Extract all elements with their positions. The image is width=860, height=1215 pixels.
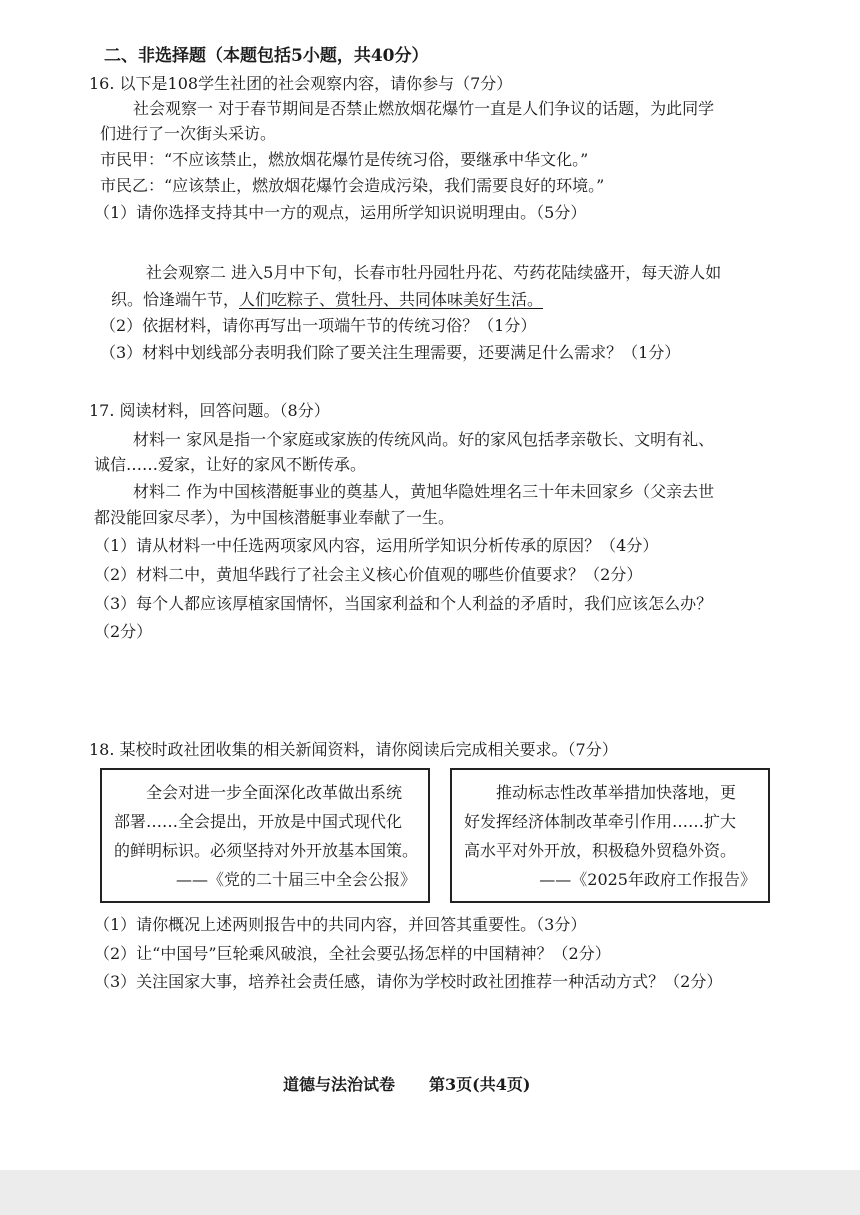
q16-sub-question-1: （1）请你选择支持其中一方的观点，运用所学知识说明理由。（5分） (94, 203, 587, 222)
q16-observation-2-plain: 织。恰逢端午节， (111, 290, 240, 309)
q16-observation-2-underlined: 人们吃粽子、赏牡丹、共同体味美好生活。 (239, 290, 544, 309)
q16-stem: 16. 以下是108学生社团的社会观察内容，请你参与（7分） (89, 74, 513, 93)
q17-sub-question-3-line-2: （2分） (94, 622, 153, 641)
q17-material-2-line-1: 材料二 作为中国核潜艇事业的奠基人，黄旭华隐姓埋名三十年未回家乡（父亲去世 (133, 482, 715, 501)
q17-sub-question-3-line-1: （3）每个人都应该厚植家国情怀，当国家利益和个人利益的矛盾时，我们应该怎么办？ (94, 594, 713, 613)
q18-left-source: ——《党的二十届三中全会公报》 (175, 870, 416, 889)
q18-right-line-2: 好发挥经济体制改革牵引作用……扩大 (464, 812, 737, 831)
q16-observation-1-line-1: 社会观察一 对于春节期间是否禁止燃放烟花爆竹一直是人们争议的话题，为此同学 (133, 99, 715, 118)
q17-material-2-line-2: 都没能回家尽孝），为中国核潜艇事业奉献了一生。 (94, 508, 455, 527)
q18-right-line-1: 推动标志性改革举措加快落地，更 (496, 783, 737, 802)
q17-sub-question-1: （1）请从材料一中任选两项家风内容，运用所学知识分析传承的原因？（4分） (94, 536, 659, 555)
footer-page-number: 第3页(共4页) (429, 1075, 531, 1094)
q18-right-line-3: 高水平对外开放，积极稳外贸稳外资。 (464, 841, 737, 860)
q17-sub-question-2: （2）材料二中，黄旭华践行了社会主义核心价值观的哪些价值要求？（2分） (94, 565, 643, 584)
q18-left-line-2: 部署……全会提出，开放是中国式现代化 (114, 812, 403, 831)
section-title: 二、非选择题（本题包括5小题，共40分） (104, 46, 429, 66)
q16-citizen-b: 市民乙：“应该禁止，燃放烟花爆竹会造成污染，我们需要良好的环境。” (100, 176, 605, 195)
q17-material-1-line-2: 诚信……爱家，让好的家风不断传承。 (94, 455, 367, 474)
q16-sub-question-3: （3）材料中划线部分表明我们除了要关注生理需要，还要满足什么需求？（1分） (100, 343, 681, 362)
q18-sub-question-1: （1）请你概况上述两则报告中的共同内容，并回答其重要性。（3分） (94, 915, 587, 934)
q16-citizen-a: 市民甲：“不应该禁止，燃放烟花爆竹是传统习俗，要继承中华文化。” (100, 150, 589, 169)
footer-subject: 道德与法治试卷 (283, 1075, 396, 1094)
q17-material-1-line-1: 材料一 家风是指一个家庭或家族的传统风尚。好的家风包括孝亲敬长、文明有礼、 (133, 430, 715, 449)
q18-news-box-right (450, 768, 770, 903)
q18-sub-question-2: （2）让“中国号”巨轮乘风破浪，全社会要弘扬怎样的中国精神？（2分） (94, 944, 611, 963)
q18-sub-question-3: （3）关注国家大事，培养社会责任感，请你为学校时政社团推荐一种活动方式？（2分） (94, 972, 723, 991)
bottom-margin (0, 1170, 860, 1215)
q18-news-box-left (100, 768, 430, 903)
q18-left-line-3: 的鲜明标识。必须坚持对外开放基本国策。 (114, 841, 419, 860)
q18-right-source: ——《2025年政府工作报告》 (539, 870, 756, 889)
q16-sub-question-2: （2）依据材料，请你再写出一项端午节的传统习俗？（1分） (100, 316, 537, 335)
q16-observation-2-line-2 (111, 290, 543, 310)
q16-observation-2-line-1: 社会观察二 进入5月中下旬，长春市牡丹园牡丹花、芍药花陆续盛开，每天游人如 (146, 263, 722, 282)
q16-observation-1-line-2: 们进行了一次街头采访。 (100, 124, 277, 143)
q17-stem: 17. 阅读材料，回答问题。（8分） (89, 401, 330, 420)
q18-stem: 18. 某校时政社团收集的相关新闻资料，请你阅读后完成相关要求。（7分） (89, 740, 618, 759)
q18-left-line-1: 全会对进一步全面深化改革做出系统 (146, 783, 403, 802)
